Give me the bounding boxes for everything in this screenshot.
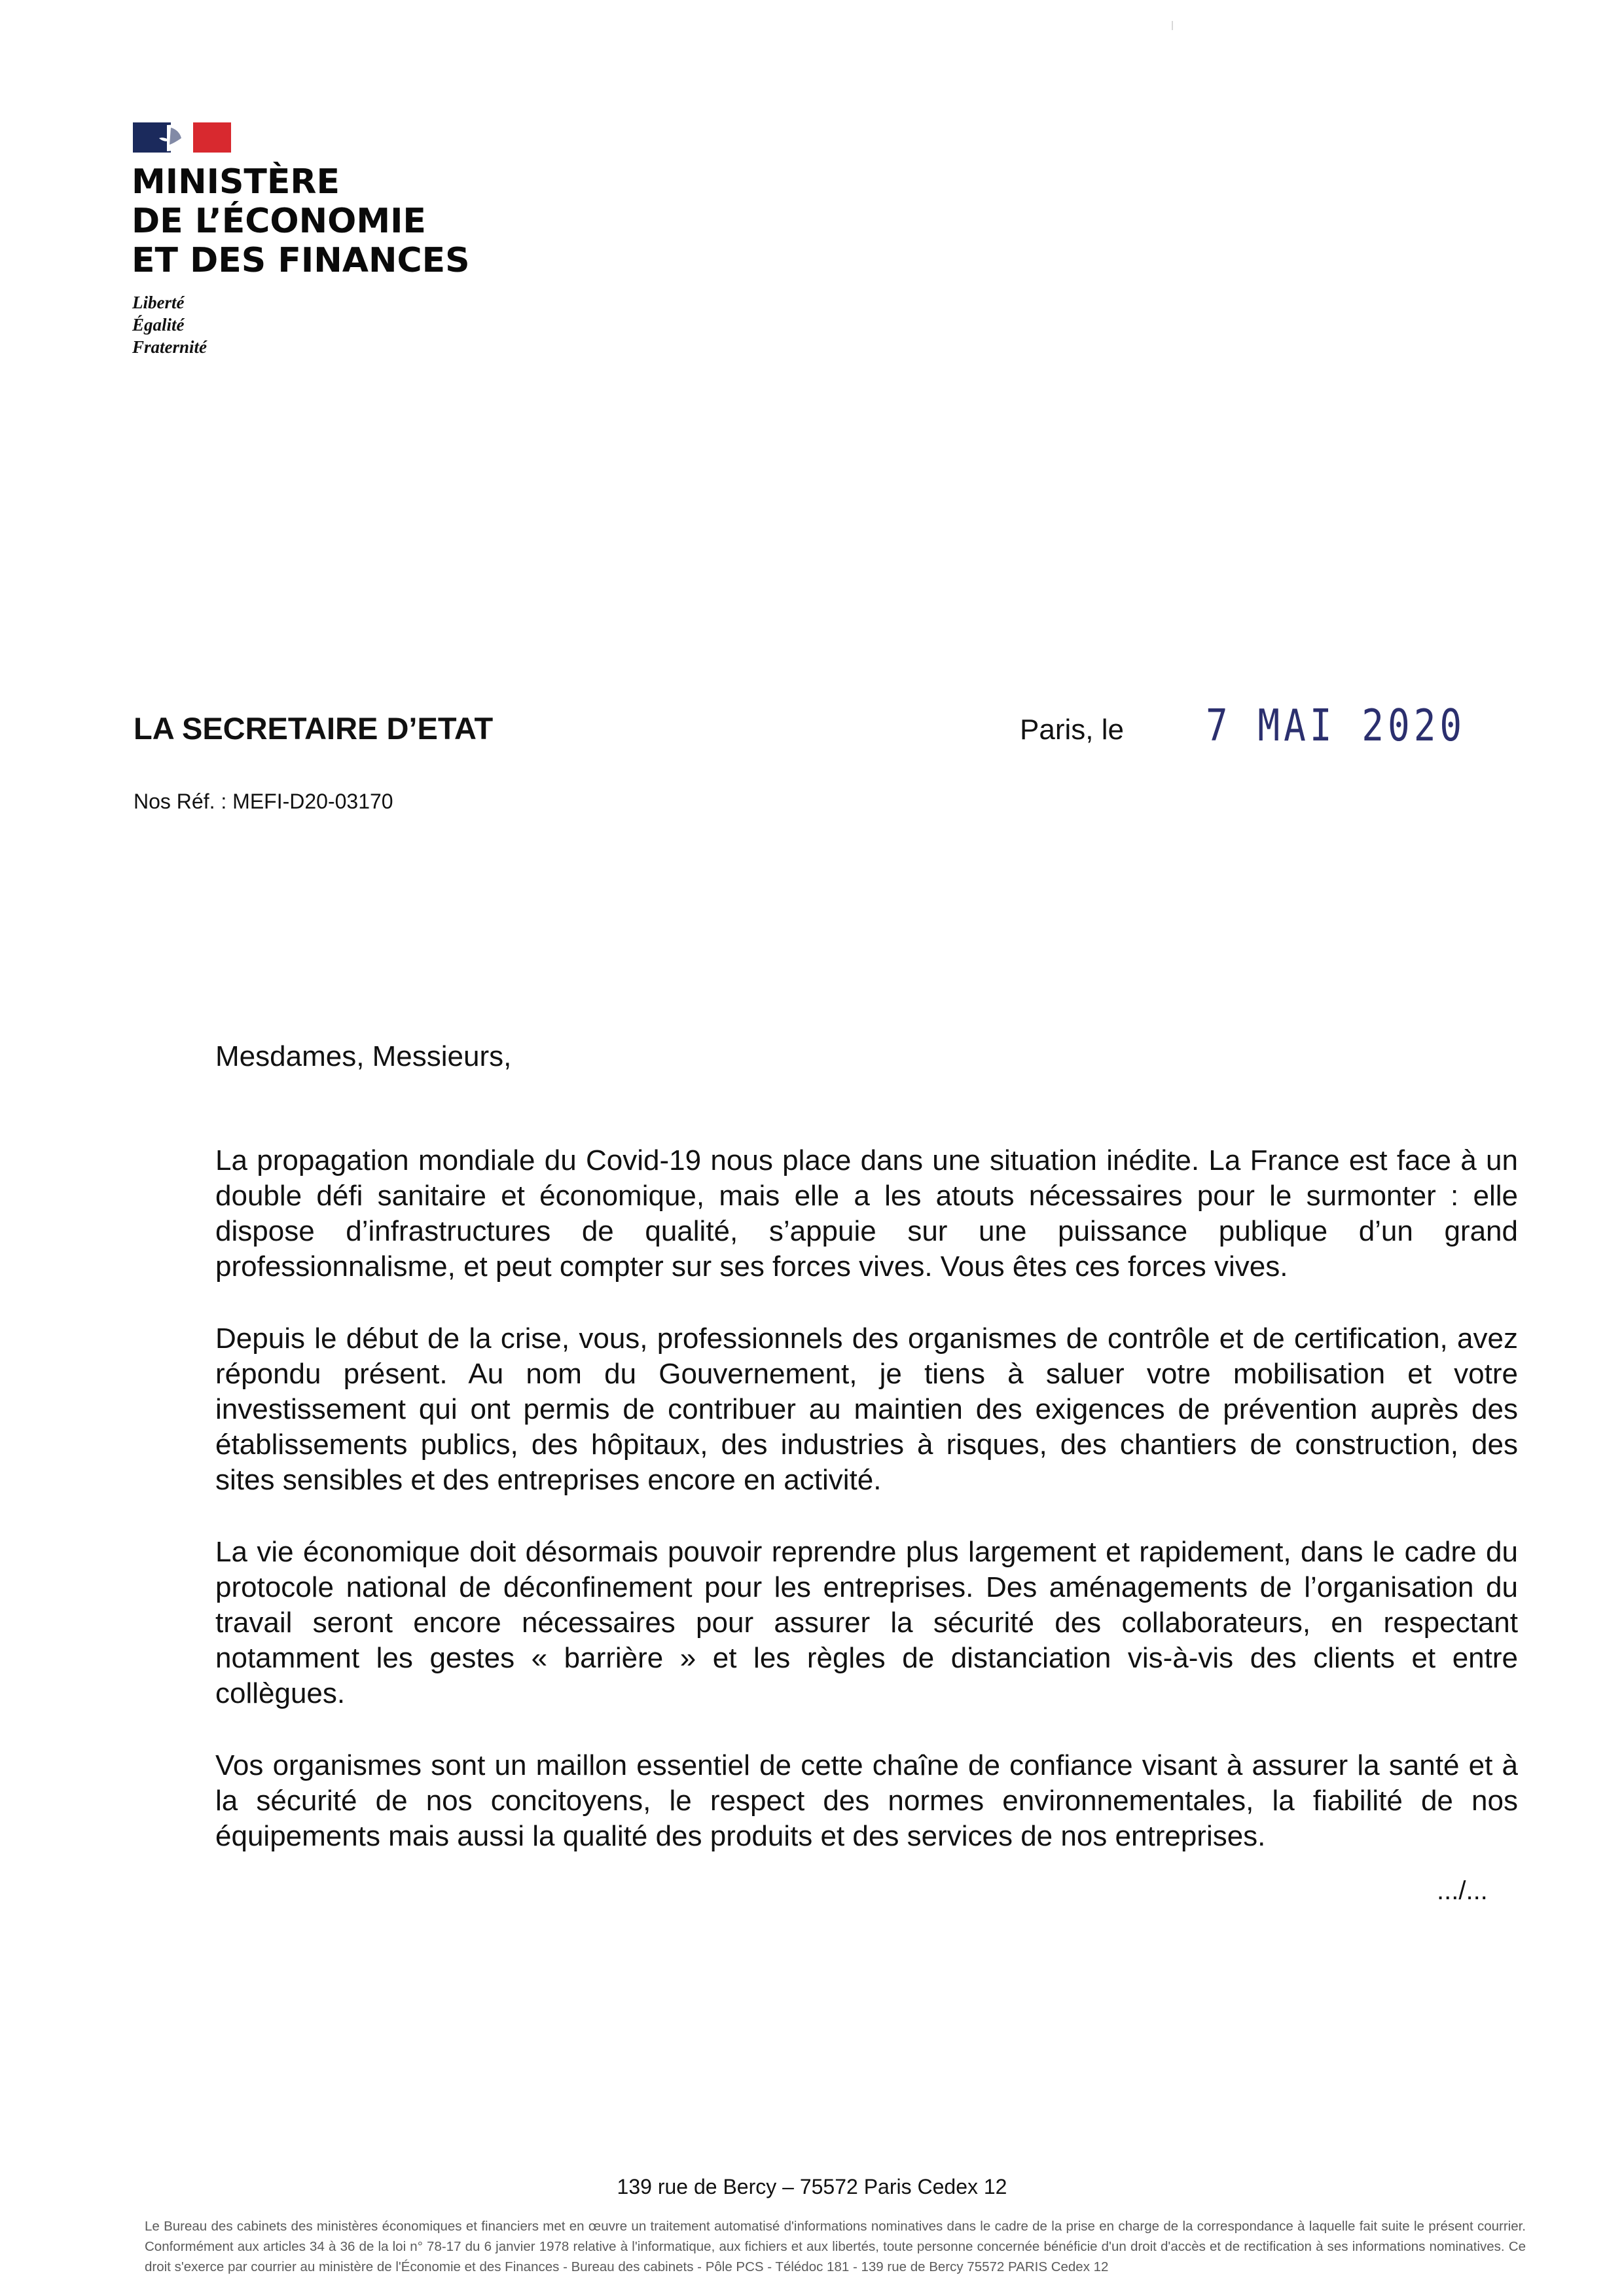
- continuation-mark: .../...: [1437, 1876, 1488, 1905]
- motto-fraternite: Fraternité: [132, 337, 208, 357]
- reference-number: Nos Réf. : MEFI-D20-03170: [134, 790, 393, 813]
- paragraph-3: La vie économique doit désormais pouvoir reprendre plus largement et rapidement, dans le cadre du protocole national de déconfinement pour les entreprises. Des aménagements de l’organisation du travail seront encore nécessaires pour assurer la sécurité des collaborateurs, en respectant notamment les gestes « barrière » et les règles de distanciation vis-à-vis des clients et entre collègues.: [215, 1536, 1518, 1709]
- republic-motto: [132, 291, 329, 358]
- ministry-line-1: MINISTÈRE: [132, 162, 340, 202]
- footer-address: 139 rue de Bercy – 75572 Paris Cedex 12: [617, 2175, 1007, 2198]
- paragraph-2: Depuis le début de la crise, vous, professionnels des organismes de contrôle et de certification, avez répondu présent. Au nom du Gouvernement, je tiens à saluer votre mobilisation et votre investissement qui ont permis de contribuer au maintien des exigences de prévention auprès des établissements publics, des hôpitaux, des industries à risques, des chantiers de construction, des sites sensibles et des entreprises encore en activité.: [215, 1322, 1518, 1496]
- place-label: Paris, le: [1020, 714, 1124, 746]
- motto-liberte: Liberté: [132, 293, 185, 312]
- date-stamp: 7 MAI 2020: [1206, 700, 1466, 752]
- marianne-logo-icon: [133, 121, 231, 154]
- ministry-name: [132, 162, 590, 280]
- motto-egalite: Égalité: [132, 315, 185, 335]
- legal-notice: Le Bureau des cabinets des ministères économiques et financiers met en œuvre un traitement automatisé d'informations nominatives dans le cadre de la prise en charge de la correspondance à laquelle fait suite le présent courrier. Conformément aux articles 34 à 36 de la loi n° 78-17 du 6 janvier 1978 relative à l'informatique, aux fichiers et aux libertés, toute personne concernée bénéficie d'un droit d'accès et de rectification à ses informations nominatives. Ce droit s'exerce par courrier au ministère de l'Économie et des Finances - Bureau des cabinets - Pôle PCS - Télédoc 181 - 139 rue de Bercy 75572 PARIS Cedex 12: [145, 2219, 1526, 2274]
- letter-body: [215, 1143, 1518, 1891]
- salutation: Mesdames, Messieurs,: [215, 1040, 512, 1072]
- paragraph-4: Vos organismes sont un maillon essentiel de cette chaîne de confiance visant à assurer la santé et à la sécurité de nos concitoyens, le respect des normes environnementales, la fiabilité de nos équipements mais aussi la qualité des produits et des services de nos entreprises.: [215, 1749, 1518, 1852]
- ministry-line-2: DE L’ÉCONOMIE: [132, 202, 426, 241]
- sender-title: LA SECRETAIRE D’ETAT: [134, 711, 494, 746]
- paragraph-1: La propagation mondiale du Covid-19 nous place dans une situation inédite. La France est face à un double défi sanitaire et économique, mais elle a les atouts nécessaires pour le surmonter : elle dispose d’infrastructures de qualité, s’appuie sur une puissance publique d’un grand professionnalisme, et peut compter sur ses forces vives. Vous êtes ces forces vives.: [215, 1144, 1518, 1283]
- ministry-line-3: ET DES FINANCES: [132, 241, 470, 280]
- marianne-logo: [133, 121, 231, 154]
- scan-mark: [1172, 21, 1173, 30]
